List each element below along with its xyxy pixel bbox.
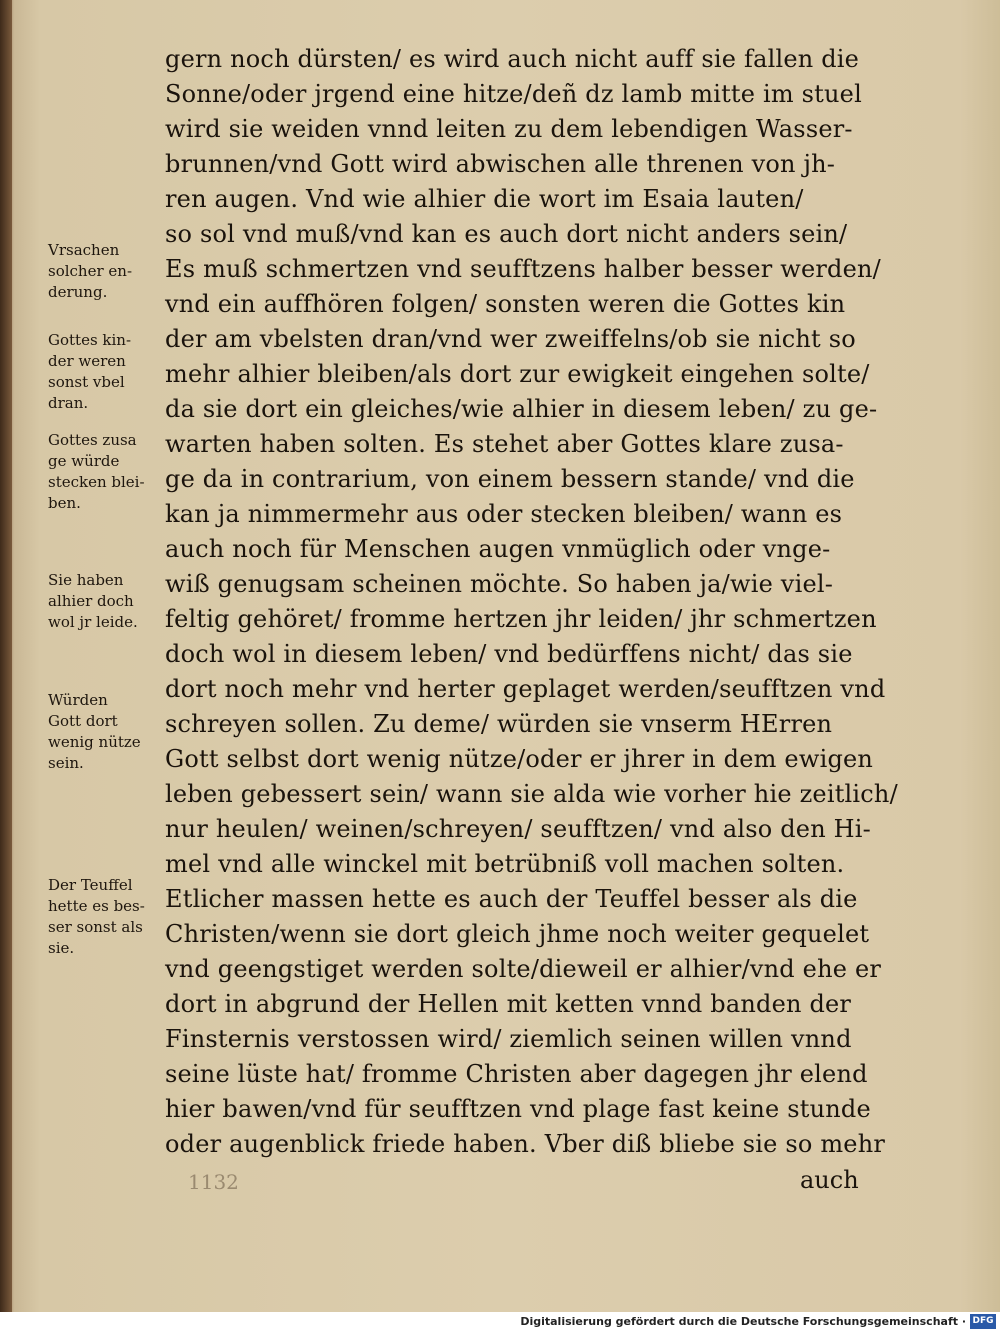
text-line: wird sie weiden vnnd leiten zu dem lebendigen Wasser-: [165, 115, 853, 143]
text-line: mehr alhier bleiben/als dort zur ewigkeit eingehen solte/: [165, 360, 870, 388]
margin-note-line: Vrsachen: [48, 241, 120, 259]
text-line: feltig gehöret/ fromme hertzen jhr leiden/ jhr schmertzen: [165, 605, 877, 633]
page-number: 1132: [188, 1170, 239, 1194]
margin-note-line: sonst vbel: [48, 373, 125, 391]
text-line: Christen/wenn sie dort gleich jhme noch weiter gequelet: [165, 920, 870, 948]
text-line: Es muß schmertzen vnd seufftzens halber besser werden/: [165, 255, 881, 283]
funding-credit: Digitalisierung gefördert durch die Deutsche Forschungsgemeinschaft ·: [520, 1315, 966, 1328]
margin-note-line: Würden: [48, 691, 108, 709]
text-line: vnd geengstiget werden solte/dieweil er alhier/vnd ehe er: [165, 955, 882, 983]
margin-note-line: wenig nütze: [48, 733, 141, 751]
margin-note-line: sein.: [48, 754, 84, 772]
text-line: leben gebessert sein/ wann sie alda wie vorher hie zeitlich/: [165, 780, 898, 808]
margin-note: [48, 430, 180, 514]
margin-note-line: derung.: [48, 283, 108, 301]
text-line: auch noch für Menschen augen vnmüglich oder vnge-: [165, 535, 831, 563]
text-line: schreyen sollen. Zu deme/ würden sie vnserm HErren: [165, 710, 833, 738]
margin-note-line: ben.: [48, 494, 81, 512]
main-text-block: [165, 42, 905, 1162]
text-line: da sie dort ein gleiches/wie alhier in diesem leben/ zu ge-: [165, 395, 878, 423]
text-line: nur heulen/ weinen/schreyen/ seufftzen/ vnd also den Hi-: [165, 815, 871, 843]
margin-note-line: ge würde: [48, 452, 120, 470]
text-line: oder augenblick friede haben. Vber diß bliebe sie so mehr: [165, 1130, 886, 1158]
dfg-logo: DFG: [970, 1314, 996, 1329]
text-line: hier bawen/vnd für seufftzen vnd plage fast keine stunde: [165, 1095, 871, 1123]
text-line: gern noch dürsten/ es wird auch nicht auff sie fallen die: [165, 45, 860, 73]
margin-note-line: Der Teuffel: [48, 876, 133, 894]
text-line: wiß genugsam scheinen möchte. So haben ja/wie viel-: [165, 570, 834, 598]
text-line: doch wol in diesem leben/ vnd bedürffens nicht/ das sie: [165, 640, 853, 668]
text-line: der am vbelsten dran/vnd wer zweiffelns/ob sie nicht so: [165, 325, 856, 353]
text-line: Sonne/oder jrgend eine hitze/deñ dz lamb mitte im stuel: [165, 80, 862, 108]
margin-note-line: hette es bes-: [48, 897, 145, 915]
footer-bar: [0, 1312, 1000, 1332]
text-line: seine lüste hat/ fromme Christen aber dagegen jhr elend: [165, 1060, 868, 1088]
text-line: ren augen. Vnd wie alhier die wort im Esaia lauten/: [165, 185, 804, 213]
catchword: auch: [800, 1166, 859, 1194]
margin-note-line: der weren: [48, 352, 126, 370]
book-spine-edge: [0, 0, 12, 1312]
margin-note-line: stecken blei-: [48, 473, 145, 491]
text-line: vnd ein auffhören folgen/ sonsten weren die Gottes kin: [165, 290, 846, 318]
text-line: mel vnd alle winckel mit betrübniß voll machen solten.: [165, 850, 845, 878]
text-line: so sol vnd muß/vnd kan es auch dort nicht anders sein/: [165, 220, 848, 248]
margin-note-line: Gott dort: [48, 712, 118, 730]
margin-note-line: sie.: [48, 939, 75, 957]
margin-note: [48, 330, 180, 414]
text-line: brunnen/vnd Gott wird abwischen alle threnen von jh-: [165, 150, 836, 178]
margin-note-line: solcher en-: [48, 262, 133, 280]
margin-note-line: dran.: [48, 394, 89, 412]
text-line: Gott selbst dort wenig nütze/oder er jhrer in dem ewigen: [165, 745, 874, 773]
margin-note-line: ser sonst als: [48, 918, 143, 936]
text-line: warten haben solten. Es stehet aber Gottes klare zusa-: [165, 430, 844, 458]
text-line: dort noch mehr vnd herter geplaget werden/seufftzen vnd: [165, 675, 886, 703]
margin-note-line: Gottes kin-: [48, 331, 132, 349]
margin-note: [48, 240, 180, 303]
text-line: ge da in contrarium, von einem bessern stande/ vnd die: [165, 465, 855, 493]
margin-note-line: alhier doch: [48, 592, 134, 610]
margin-note: [48, 570, 180, 633]
margin-note-line: wol jr leide.: [48, 613, 138, 631]
text-line: Etlicher massen hette es auch der Teuffel besser als die: [165, 885, 858, 913]
margin-note-line: Gottes zusa: [48, 431, 137, 449]
text-line: dort in abgrund der Hellen mit ketten vnnd banden der: [165, 990, 852, 1018]
text-line: kan ja nimmermehr aus oder stecken bleiben/ wann es: [165, 500, 843, 528]
text-line: Finsternis verstossen wird/ ziemlich seinen willen vnnd: [165, 1025, 852, 1053]
margin-note-line: Sie haben: [48, 571, 124, 589]
margin-note: [48, 875, 180, 959]
margin-note: [48, 690, 180, 774]
